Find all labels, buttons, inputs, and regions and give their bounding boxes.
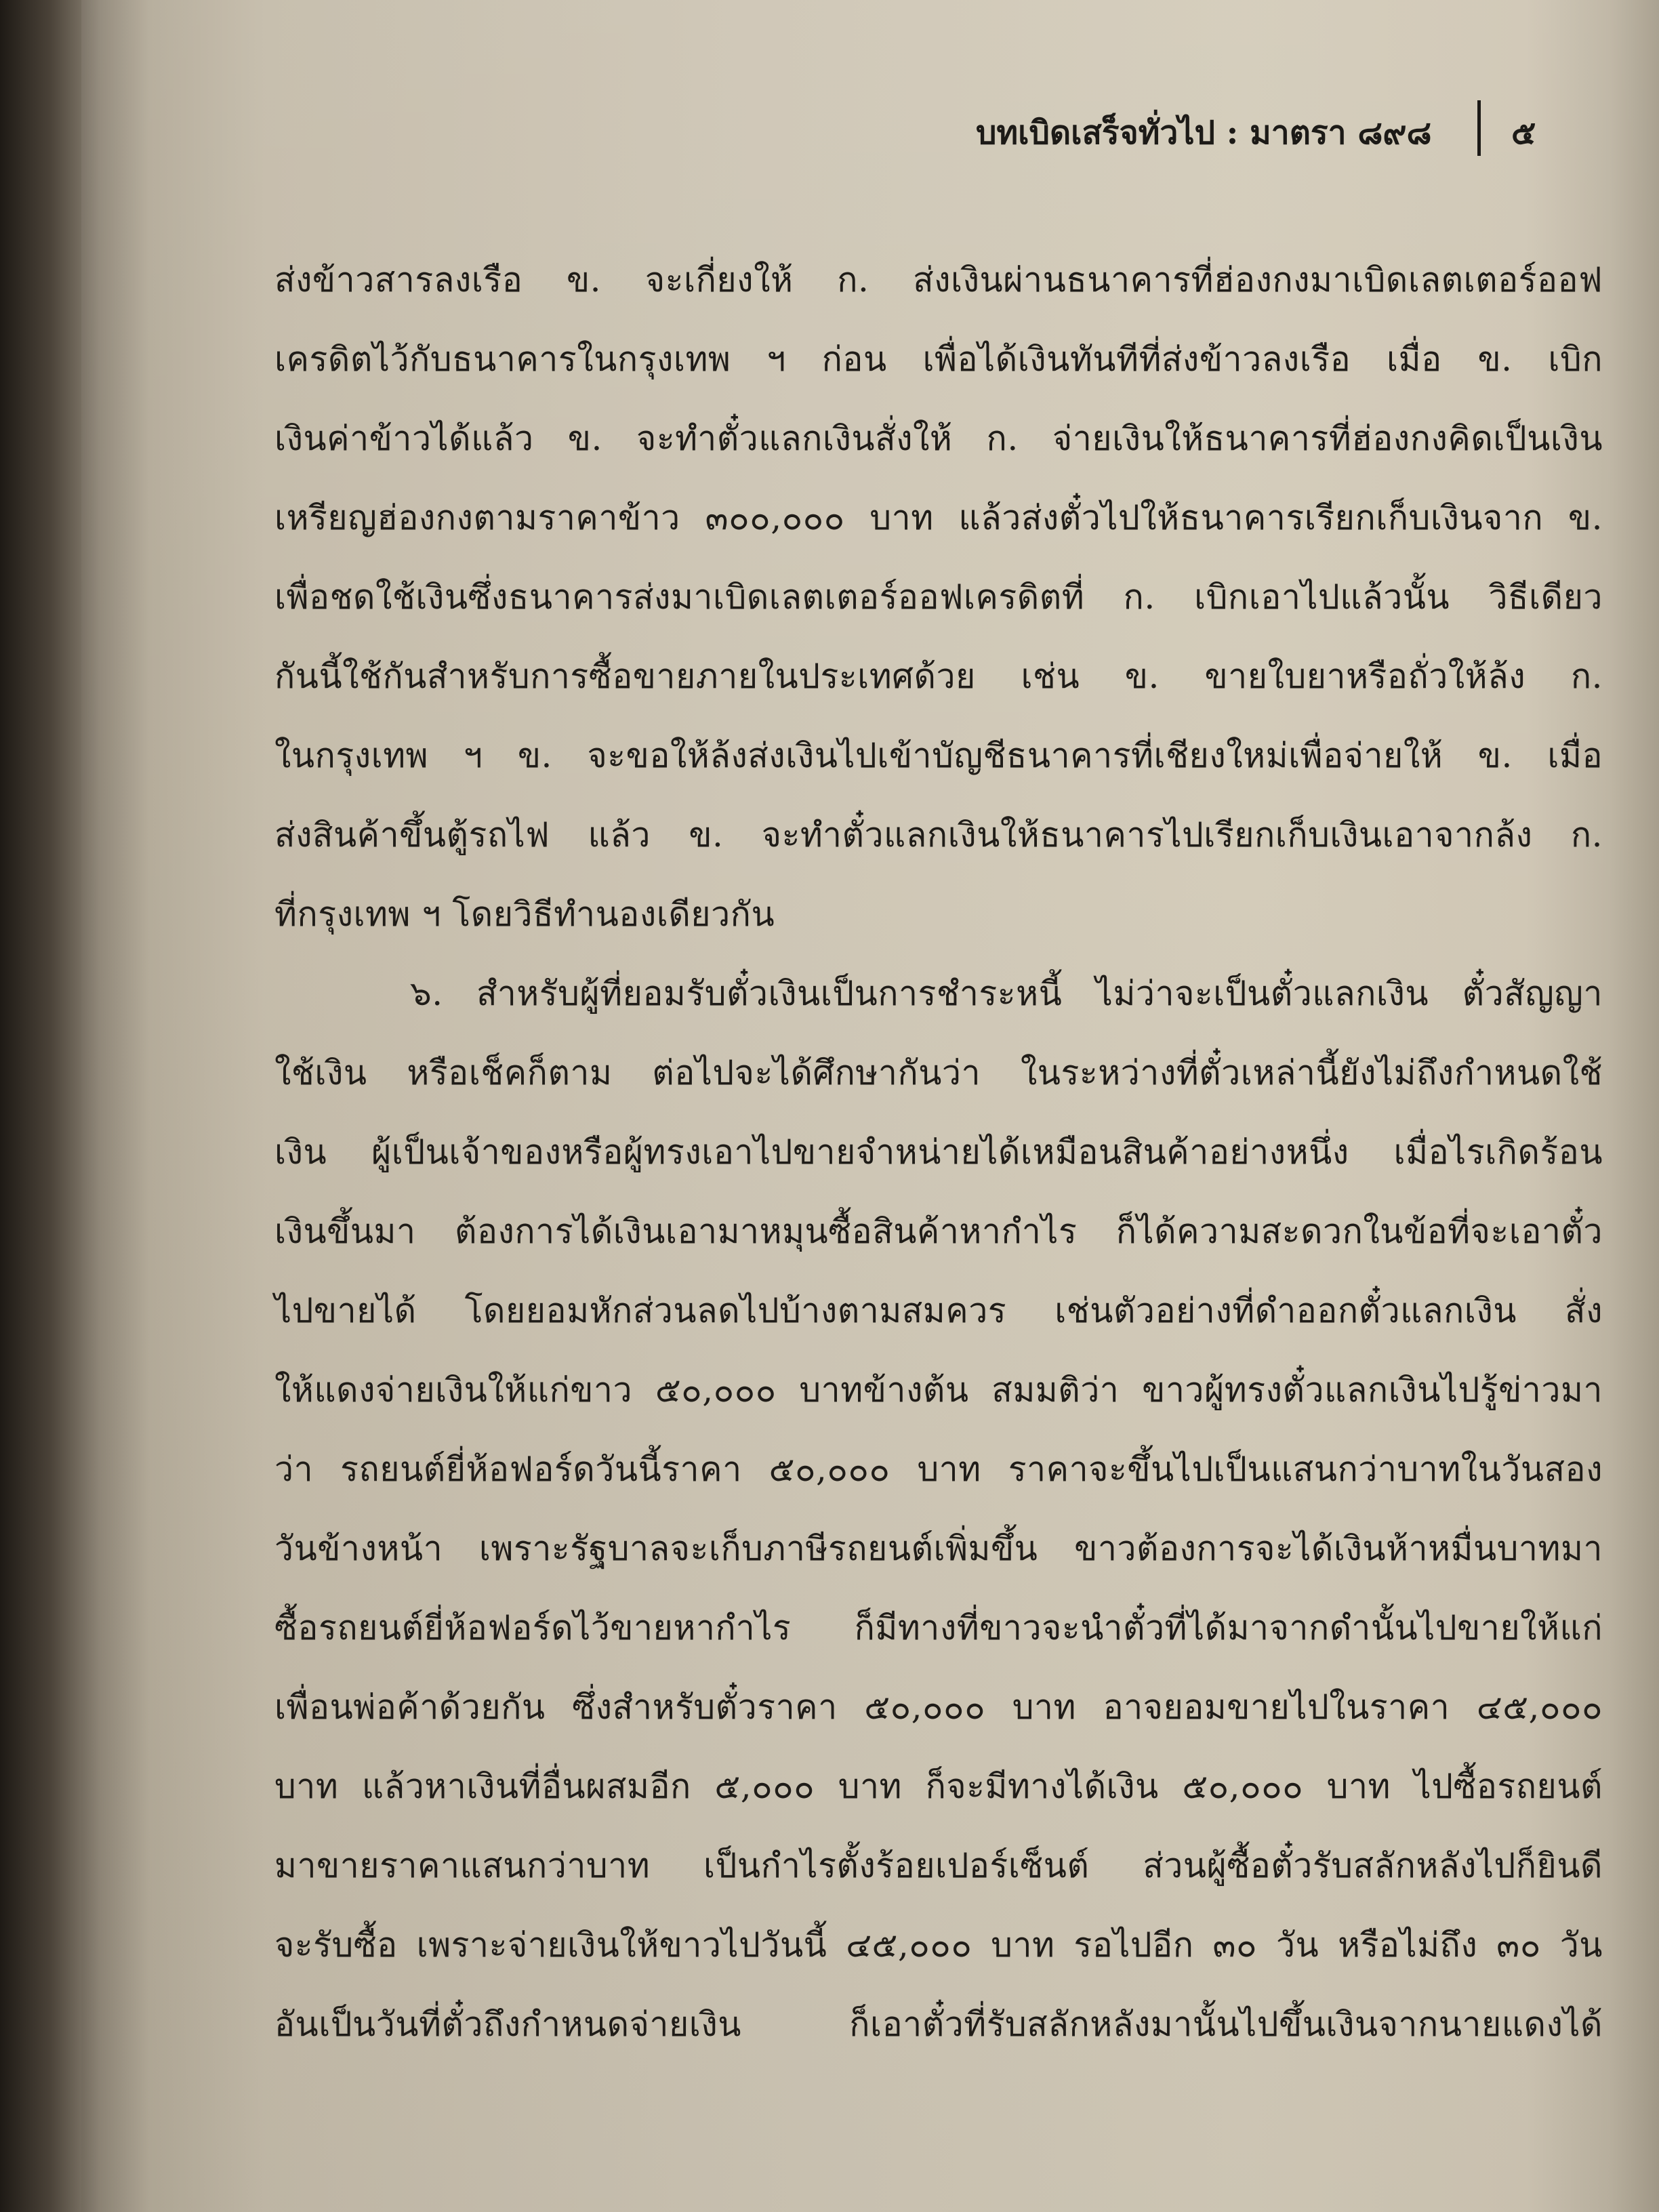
text-line: เงินค่าข้าวได้แล้ว ข. จะทำตั๋วแลกเงินสั่งให้ ก. จ่ายเงินให้ธนาคารที่ฮ่องกงคิดเป็นเงิน	[274, 419, 1603, 458]
text-line: เงินขึ้นมา ต้องการได้เงินเอามาหมุนซื้อสินค้าหากำไร ก็ได้ความสะดวกในข้อที่จะเอาตั๋ว	[274, 1212, 1603, 1251]
text-line: บาท แล้วหาเงินที่อื่นผสมอีก ๕,๐๐๐ บาท ก็จะมีทางได้เงิน ๕๐,๐๐๐ บาท ไปซื้อรถยนต์	[274, 1767, 1603, 1806]
text-line: ใช้เงิน หรือเช็คก็ตาม ต่อไปจะได้ศึกษากันว่า ในระหว่างที่ตั๋วเหล่านี้ยังไม่ถึงกำหนดใช้	[274, 1053, 1603, 1092]
running-header	[976, 100, 1559, 161]
text-line: ว่า รถยนต์ยี่ห้อฟอร์ดวันนี้ราคา ๕๐,๐๐๐ บาท ราคาจะขึ้นไปเป็นแสนกว่าบาทในวันสอง	[274, 1450, 1603, 1489]
book-page	[81, 0, 1659, 2212]
text-line: ที่กรุงเทพ ฯ โดยวิธีทำนองเดียวกัน	[274, 895, 775, 934]
text-line: ส่งข้าวสารลงเรือ ข. จะเกี่ยงให้ ก. ส่งเงินผ่านธนาคารที่ฮ่องกงมาเบิดเลตเตอร์ออฟ	[274, 260, 1603, 300]
text-line: ให้แดงจ่ายเงินให้แก่ขาว ๕๐,๐๐๐ บาทข้างต้น สมมติว่า ขาวผู้ทรงตั๋วแลกเงินไปรู้ข่าวมา	[274, 1370, 1603, 1410]
page-number: ๕	[1511, 114, 1536, 152]
text-line: ส่งสินค้าขึ้นตู้รถไฟ แล้ว ข. จะทำตั๋วแลกเงินให้ธนาคารไปเรียกเก็บเงินเอาจากล้ง ก.	[274, 815, 1603, 855]
paragraph-first-line: ๖. สำหรับผู้ที่ยอมรับตั๋วเงินเป็นการชำระหนี้ ไม่ว่าจะเป็นตั๋วแลกเงิน ตั๋วสัญญา	[410, 974, 1603, 1013]
text-line: กันนี้ใช้กันสำหรับการซื้อขายภายในประเทศด้วย เช่น ข. ขายใบยาหรือถั่วให้ล้ง ก.	[274, 657, 1603, 696]
text-line: เหรียญฮ่องกงตามราคาข้าว ๓๐๐,๐๐๐ บาท แล้วส่งตั๋วไปให้ธนาคารเรียกเก็บเงินจาก ข.	[274, 498, 1603, 537]
text-line: มาขายราคาแสนกว่าบาท เป็นกำไรตั้งร้อยเปอร์เซ็นต์ ส่วนผู้ซื้อตั๋วรับสลักหลังไปก็ยินดี	[274, 1846, 1603, 1885]
text-line: ไปขายได้ โดยยอมหักส่วนลดไปบ้างตามสมควร เช่นตัวอย่างที่ดำออกตั๋วแลกเงิน สั่ง	[274, 1291, 1603, 1330]
text-line: เพื่อชดใช้เงินซึ่งธนาคารส่งมาเบิดเลตเตอร์ออฟเครดิตที่ ก. เบิกเอาไปแล้วนั้น วิธีเดียว	[274, 577, 1603, 617]
text-line: ในกรุงเทพ ฯ ข. จะขอให้ล้งส่งเงินไปเข้าบัญชีธนาคารที่เชียงใหม่เพื่อจ่ายให้ ข. เมื่อ	[274, 736, 1603, 775]
text-line: อันเป็นวันที่ตั๋วถึงกำหนดจ่ายเงิน ก็เอาตั๋วที่รับสลักหลังมานั้นไปขึ้นเงินจากนายแดงได้	[274, 2005, 1603, 2044]
text-line: เงิน ผู้เป็นเจ้าของหรือผู้ทรงเอาไปขายจำหน่ายได้เหมือนสินค้าอย่างหนึ่ง เมื่อไรเกิดร้อน	[274, 1132, 1603, 1172]
body-text	[274, 241, 1603, 2064]
text-line: ซื้อรถยนต์ยี่ห้อฟอร์ดไว้ขายหากำไร ก็มีทางที่ขาวจะนำตั๋วที่ได้มาจากดำนั้นไปขายให้แก่	[274, 1608, 1603, 1647]
text-line: เพื่อนพ่อค้าด้วยกัน ซึ่งสำหรับตั๋วราคา ๕๐,๐๐๐ บาท อาจยอมขายไปในราคา ๔๕,๐๐๐	[274, 1687, 1603, 1727]
header-divider	[1477, 100, 1481, 156]
chapter-title: บทเบิดเสร็จทั่วไป : มาตรา ๘๙๘	[976, 114, 1432, 152]
text-line: วันข้างหน้า เพราะรัฐบาลจะเก็บภาษีรถยนต์เพิ่มขึ้น ขาวต้องการจะได้เงินห้าหมื่นบาทมา	[274, 1529, 1603, 1568]
text-line: เครดิตไว้กับธนาคารในกรุงเทพ ฯ ก่อน เพื่อได้เงินทันทีที่ส่งข้าวลงเรือ เมื่อ ข. เบิก	[274, 340, 1603, 379]
text-line: จะรับซื้อ เพราะจ่ายเงินให้ขาวไปวันนี้ ๔๕,๐๐๐ บาท รอไปอีก ๓๐ วัน หรือไม่ถึง ๓๐ วัน	[274, 1925, 1603, 1965]
